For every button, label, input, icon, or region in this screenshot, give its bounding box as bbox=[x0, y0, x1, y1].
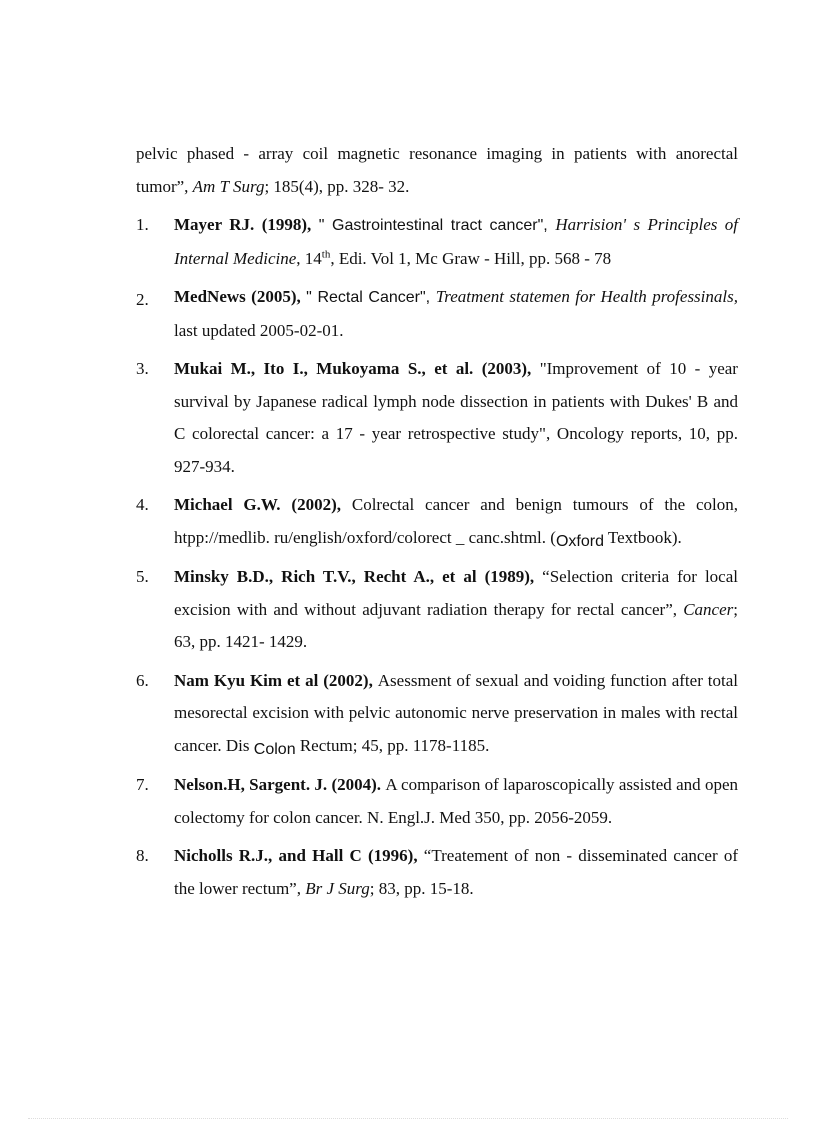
reference-text: A comparison of laparoscopically assisted and open colectomy for colon cancer. N. Engl.J. Med 350, pp. 2056-2059. bbox=[174, 775, 739, 827]
reference-text: “Treatement of non - disseminated cancer of the lower rectum”, bbox=[174, 846, 738, 898]
reference-number: 8. bbox=[136, 846, 149, 865]
reference-number: 1. bbox=[136, 215, 149, 234]
reference-text: Colrectal cancer and benign tumours of the colon, htpp://medlib. ru/english/oxford/colorect _ canc.shtml. bbox=[174, 495, 738, 547]
reference-oxford: Oxford bbox=[555, 532, 604, 550]
reference-text: Asessment of sexual and voiding function after total mesorectal excision with pelvic autonomic nerve preservation in males with rectal cancer. Dis bbox=[174, 670, 738, 755]
reference-rest: last updated 2005-02-01. bbox=[174, 320, 344, 340]
reference-source: Treatment statemen for Health professinals, bbox=[435, 287, 738, 306]
reference-authors: Nelson.H, Sargent. J. (2004). bbox=[174, 775, 386, 794]
reference-item-3 bbox=[136, 353, 738, 483]
reference-authors: Mukai M., Ito I., Mukoyama S., et al. (2003), bbox=[174, 359, 540, 378]
reference-number: 2. bbox=[136, 290, 149, 309]
continuation-rest: ; 185(4), pp. 328- 32. bbox=[264, 176, 410, 196]
reference-rest: ; 83, pp. 15-18. bbox=[369, 878, 474, 898]
reference-edition: , 14 bbox=[296, 248, 322, 268]
reference-authors: Nam Kyu Kim et al (2002), bbox=[174, 670, 378, 690]
reference-journal: Cancer bbox=[683, 599, 734, 619]
reference-number: 7. bbox=[136, 775, 149, 794]
reference-continuation bbox=[136, 138, 738, 203]
reference-number: 5. bbox=[136, 567, 149, 586]
reference-colon-word: Colon bbox=[253, 740, 296, 758]
reference-authors: MedNews (2005), bbox=[174, 287, 307, 306]
reference-number: 3. bbox=[136, 359, 149, 378]
reference-text: “Selection criteria for local excision with and without adjuvant radiation therapy for rectal cancer”, bbox=[174, 567, 738, 619]
reference-rest: Rectum; 45, pp. 1178-1185. bbox=[295, 735, 490, 755]
reference-paren: ( bbox=[550, 527, 556, 547]
continuation-journal: Am T Surg bbox=[192, 176, 265, 196]
continuation-text: pelvic phased - array coil magnetic resonance imaging in patients with anorectal tumor”, bbox=[136, 144, 738, 196]
reference-item-1 bbox=[136, 209, 738, 275]
reference-authors: Michael G.W. (2002), bbox=[174, 495, 352, 514]
reference-number: 6. bbox=[136, 670, 149, 690]
reference-authors: Nicholls R.J., and Hall C (1996), bbox=[174, 846, 424, 865]
reference-authors: Minsky B.D., Rich T.V., Recht A., et al (1989), bbox=[174, 567, 543, 586]
reference-authors: Mayer RJ. (1998), bbox=[174, 215, 319, 234]
page-bottom-divider bbox=[28, 1118, 788, 1119]
reference-item-4 bbox=[136, 489, 738, 555]
reference-title: " Rectal Cancer", bbox=[306, 289, 436, 306]
reference-journal: Br J Surg bbox=[305, 878, 370, 898]
reference-text: "Improvement of 10 - year survival by Japanese radical lymph node dissection in patients with Dukes' B and C colorectal cancer: a 17 - year retrospective study", Oncology reports, 10, pp. 927-934. bbox=[174, 359, 738, 476]
reference-rest: ; 63, pp. 1421- 1429. bbox=[174, 599, 738, 651]
reference-item-5 bbox=[136, 561, 738, 659]
reference-source: Harrision' s Principles of Internal Medicine bbox=[174, 215, 739, 268]
reference-text-end: Textbook). bbox=[603, 527, 682, 547]
reference-item-8 bbox=[136, 840, 738, 905]
reference-item-6 bbox=[136, 665, 738, 764]
reference-rest: , Edi. Vol 1, Mc Graw - Hill, pp. 568 - 78 bbox=[330, 248, 612, 268]
reference-edition-superscript: th bbox=[321, 247, 331, 260]
reference-number: 4. bbox=[136, 495, 149, 514]
reference-list-page bbox=[136, 138, 738, 911]
reference-title: " Gastrointestinal tract cancer", bbox=[318, 217, 556, 234]
reference-item-7 bbox=[136, 769, 738, 834]
reference-item-2 bbox=[136, 281, 738, 347]
